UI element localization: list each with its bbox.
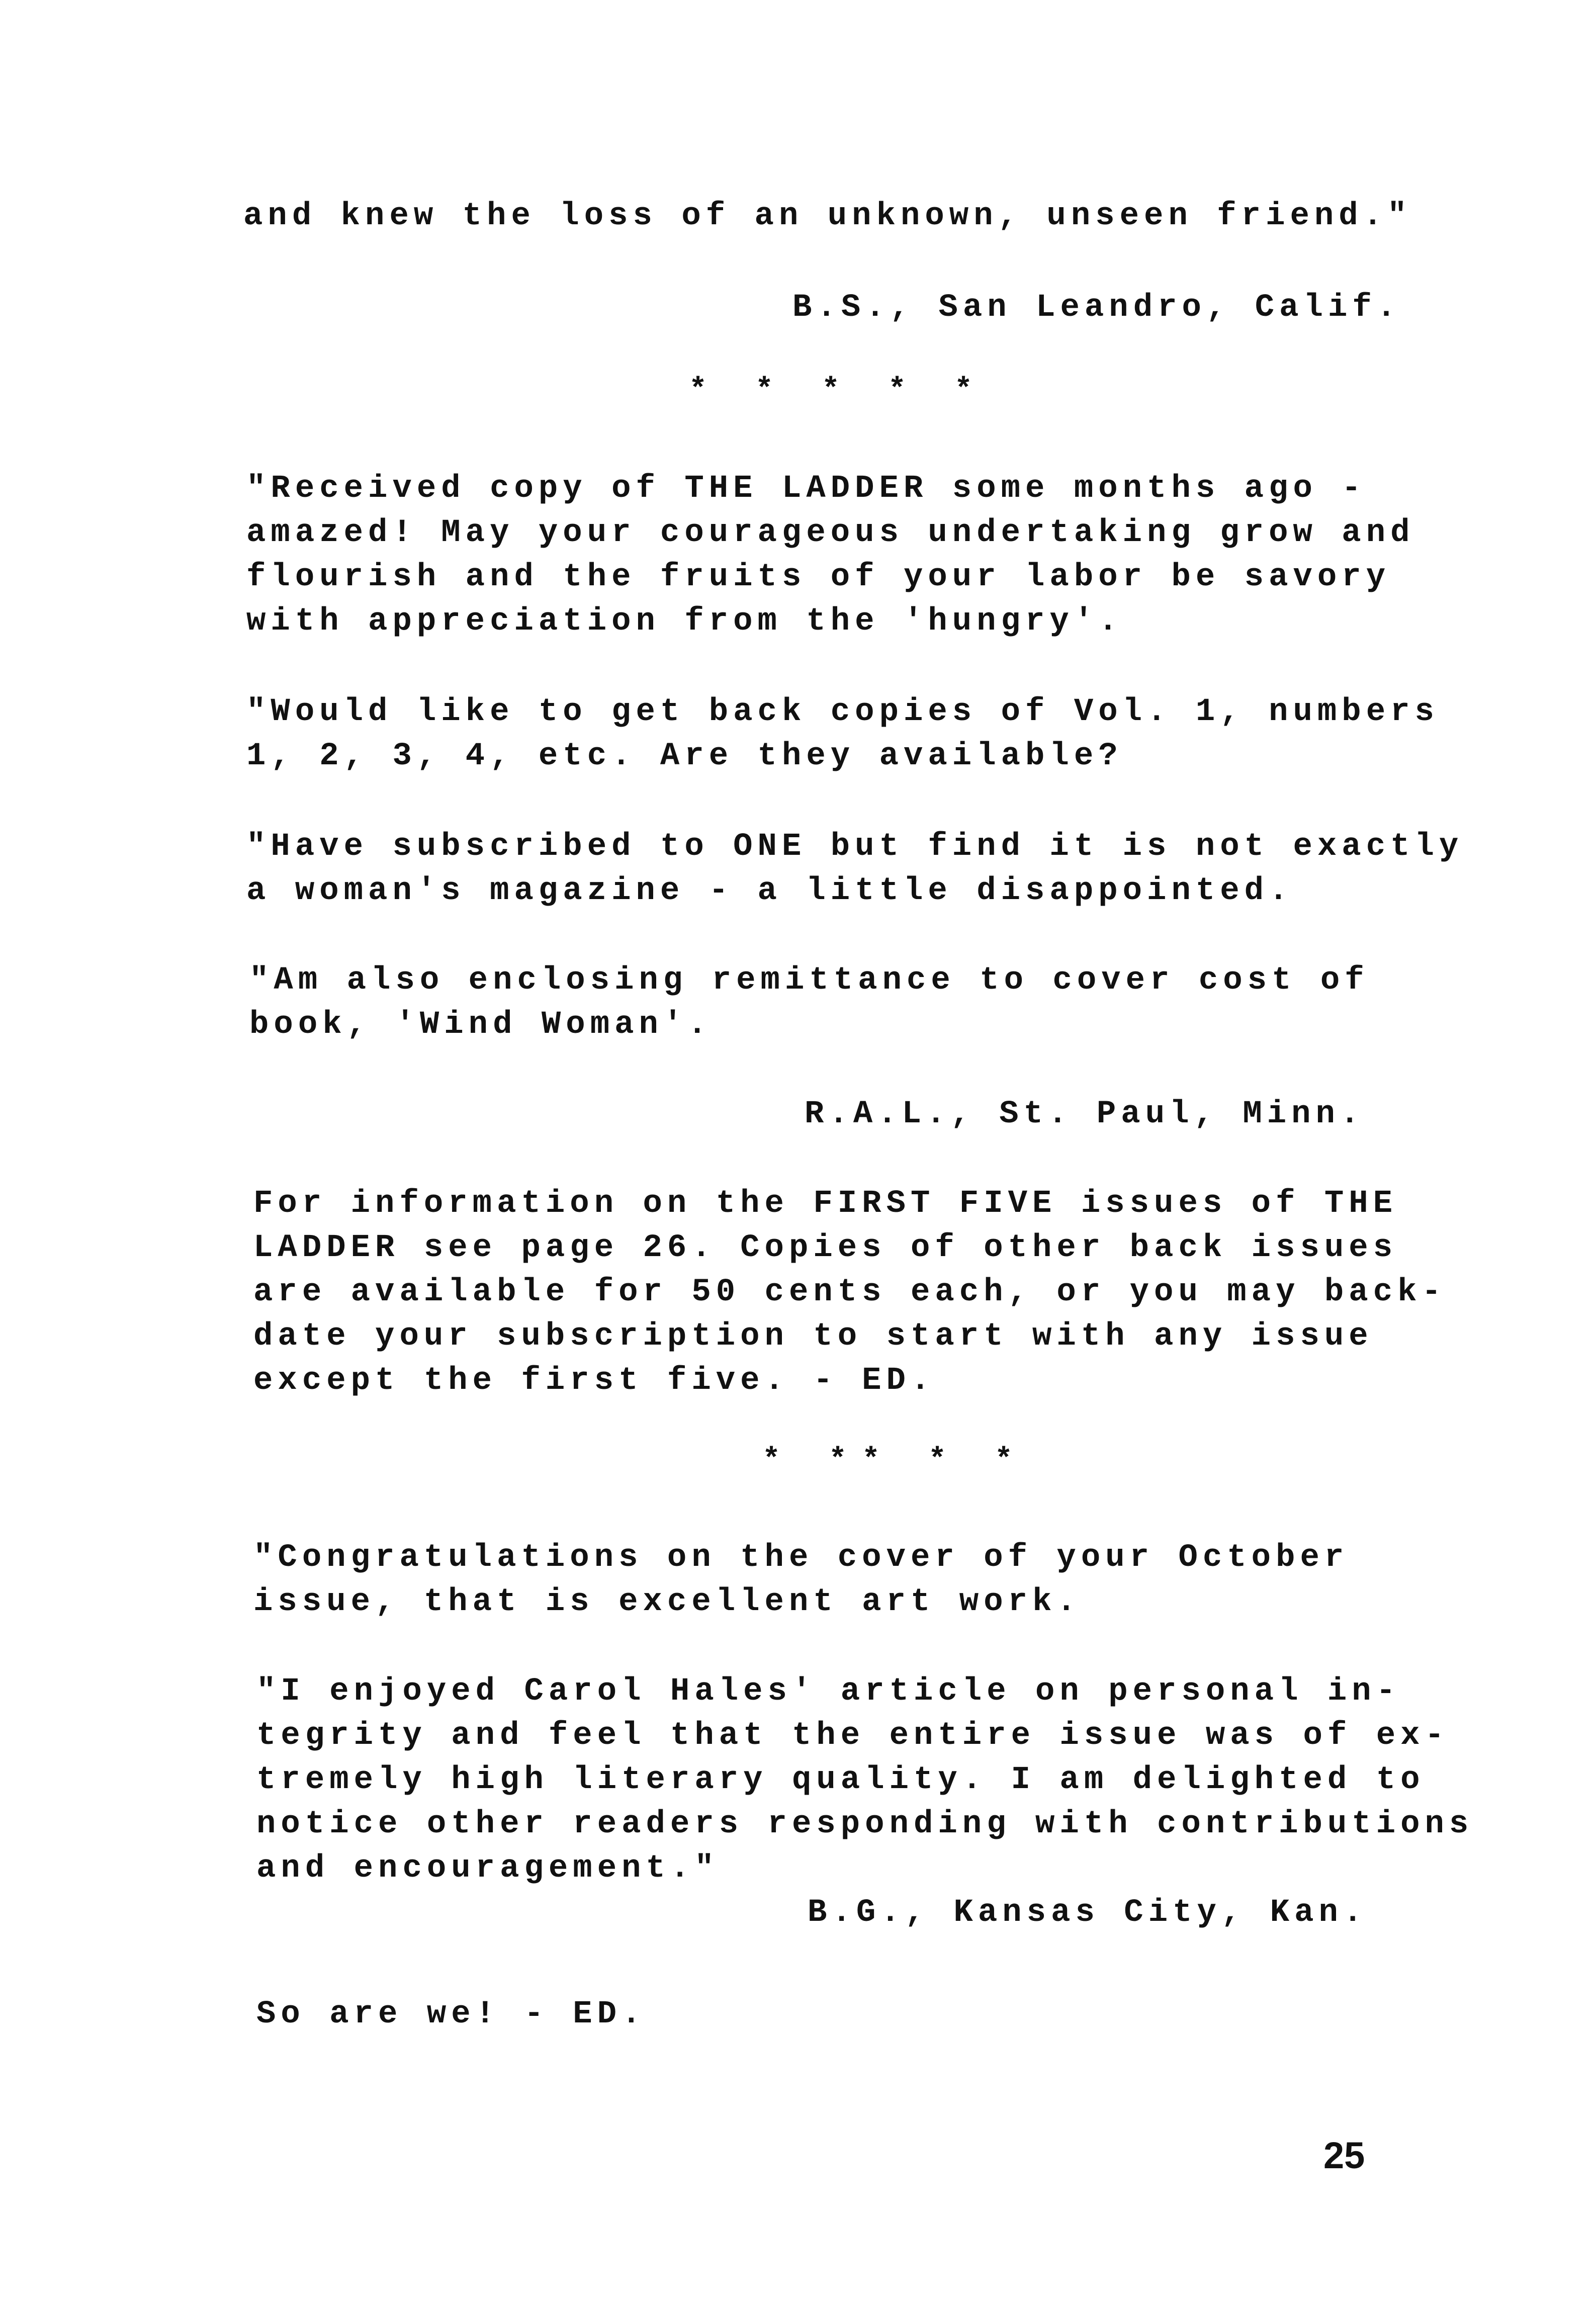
- letter-line: tremely high literary quality. I am delighted to: [256, 1762, 1425, 1798]
- letter-line: "Would like to get back copies of Vol. 1, numbers: [246, 694, 1439, 730]
- letter-line: issue, that is excellent art work.: [253, 1584, 1081, 1620]
- editor-reply-closing: So are we! - ED.: [256, 1996, 646, 2032]
- editor-reply-line: LADDER see page 26. Copies of other back issues: [253, 1230, 1398, 1266]
- signature-st-paul: R.A.L., St. Paul, Minn.: [805, 1096, 1365, 1132]
- letter-line: "Congratulations on the cover of your October: [253, 1540, 1349, 1576]
- letter-line: and encouragement.": [256, 1850, 719, 1887]
- letter-line: tegrity and feel that the entire issue was of ex-: [256, 1718, 1449, 1754]
- page-number: 25: [1323, 2135, 1365, 2176]
- letter-line: book, 'Wind Woman'.: [249, 1007, 712, 1043]
- separator-stars: * ** * *: [762, 1443, 1028, 1477]
- editor-reply-line: date your subscription to start with any issue: [253, 1318, 1373, 1355]
- letter-line: notice other readers responding with contributions: [256, 1806, 1474, 1842]
- signature-san-leandro: B.S., San Leandro, Calif.: [792, 290, 1401, 326]
- letter-line: a woman's magazine - a little disappointed.: [246, 873, 1293, 909]
- letter-closing-line: and knew the loss of an unknown, unseen friend.": [243, 198, 1412, 234]
- letter-line: "Received copy of THE LADDER some months ago -: [246, 471, 1366, 507]
- letter-line: "Am also enclosing remittance to cover cost of: [249, 962, 1369, 999]
- letter-line: "Have subscribed to ONE but find it is not exactly: [246, 829, 1464, 865]
- editor-reply-line: For information on the FIRST FIVE issues of THE: [253, 1186, 1398, 1222]
- editor-reply-line: are available for 50 cents each, or you may back-: [253, 1274, 1446, 1310]
- separator-stars: * * * * *: [689, 373, 988, 407]
- letter-line: flourish and the fruits of your labor be savory: [246, 559, 1391, 595]
- letter-line: amazed! May your courageous undertaking grow and: [246, 515, 1415, 551]
- letter-line: with appreciation from the 'hungry'.: [246, 603, 1123, 640]
- letter-line: "I enjoyed Carol Hales' article on personal in-: [256, 1673, 1401, 1710]
- signature-kansas-city: B.G., Kansas City, Kan.: [808, 1895, 1368, 1931]
- editor-reply-line: except the first five. - ED.: [253, 1363, 935, 1399]
- letter-line: 1, 2, 3, 4, etc. Are they available?: [246, 738, 1123, 774]
